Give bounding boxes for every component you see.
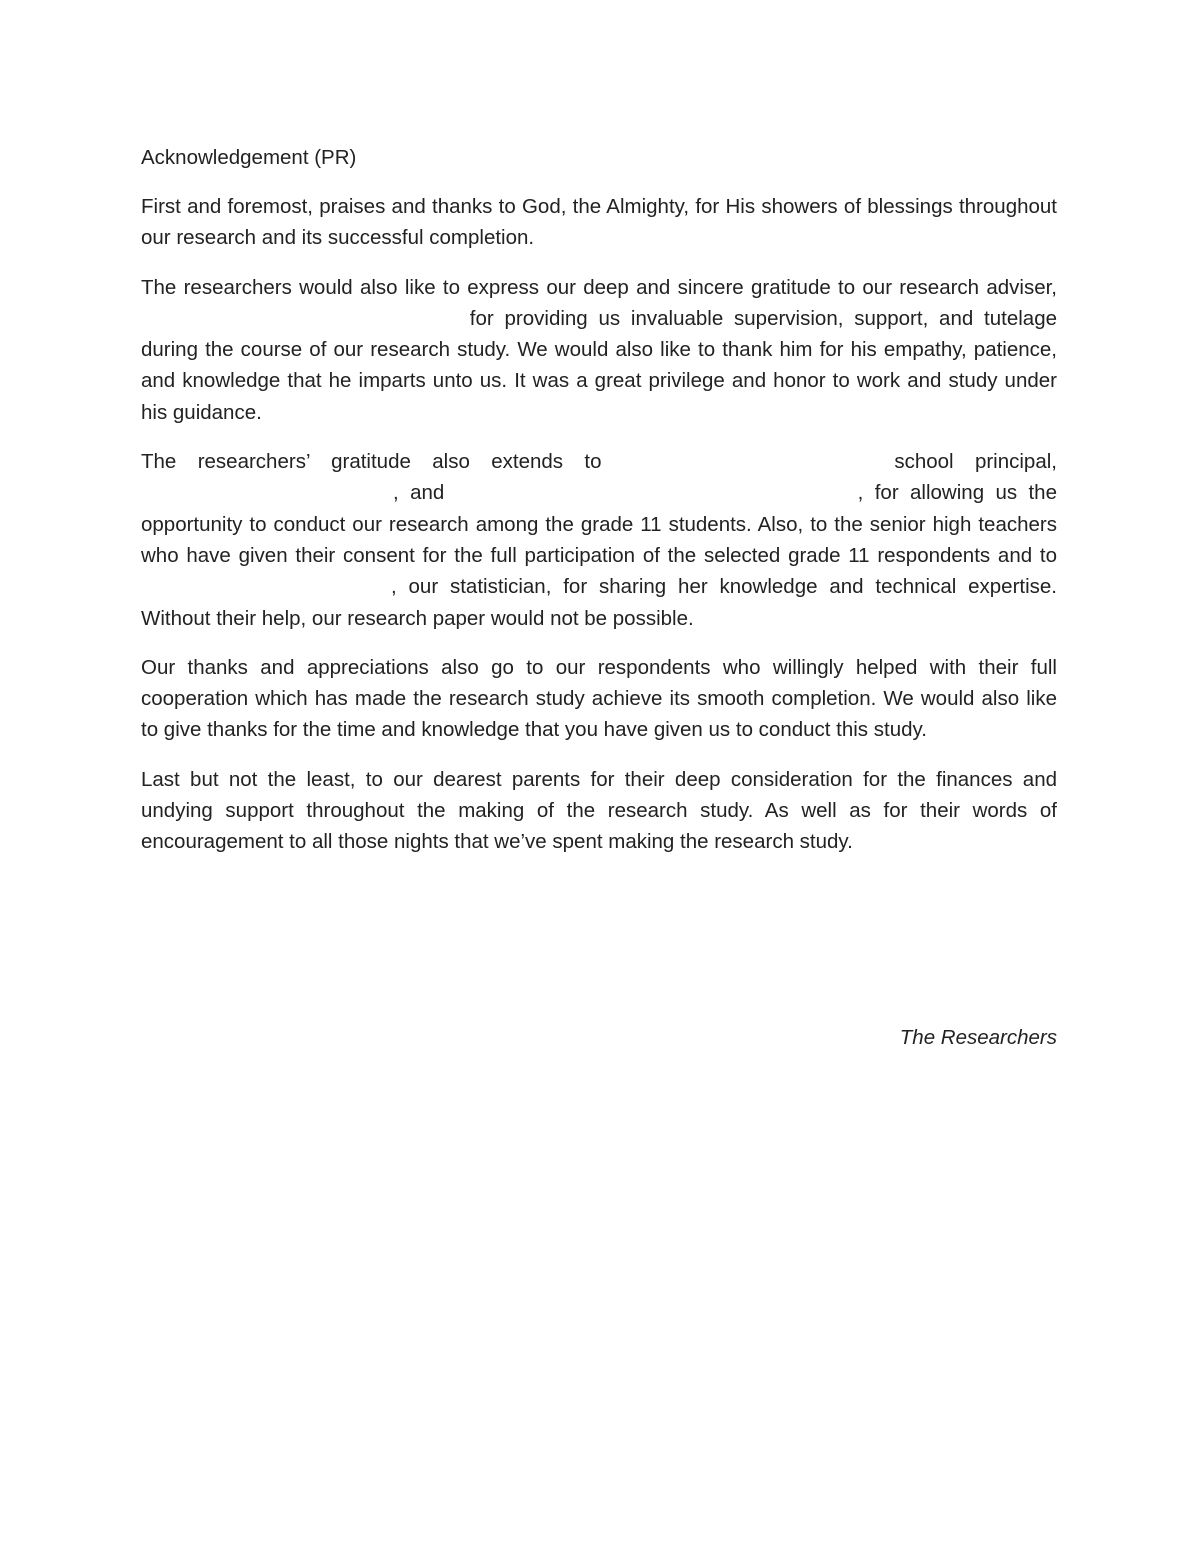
paragraph-adviser-body: for providing us invaluable supervision, support, and tutelage during the course of our research study. We would also like to thank him for his empathy, patience, and knowledge that he imparts unto us. It was a great privilege and honor to work and study under his guidance.: [141, 306, 1057, 424]
paragraph-school-and: , and: [393, 481, 445, 505]
document-page: [141, 142, 1057, 1049]
paragraph-school-end: , our statistician, for sharing her knowledge and technical expertise. Without their help, our research paper would not be possible.: [141, 575, 1057, 630]
paragraph-school-principal: school principal,: [894, 450, 1057, 474]
paragraph-school-body: , for allowing us the opportunity to conduct our research among the grade 11 students. Also, to the senior high teachers who have given their consent for the full participation of the selected grade 11 respondents and to: [141, 481, 1057, 567]
paragraph-adviser-intro: The researchers would also like to express our deep and sincere gratitude to our research adviser,: [141, 275, 1057, 299]
paragraph-school: [141, 446, 1057, 634]
document-title: Acknowledgement (PR): [141, 146, 357, 169]
paragraph-respondents: Our thanks and appreciations also go to our respondents who willingly helped with their full cooperation which has made the research study achieve its smooth completion. We would also like to give thanks for the time and knowledge that you have given us to conduct this study.: [141, 655, 1057, 742]
paragraph-school-intro: The researchers’ gratitude also extends to: [141, 450, 602, 474]
paragraph-parents: Last but not the least, to our dearest parents for their deep consideration for the finances and undying support throughout the making of the research study. As well as for their words of encouragement to all those nights that we’ve spent making the research study.: [141, 767, 1057, 854]
paragraph-god: First and foremost, praises and thanks to God, the Almighty, for His showers of blessings throughout our research and its successful completion.: [141, 195, 1057, 250]
signature: The Researchers: [899, 1026, 1057, 1049]
paragraph-adviser: [141, 272, 1057, 428]
